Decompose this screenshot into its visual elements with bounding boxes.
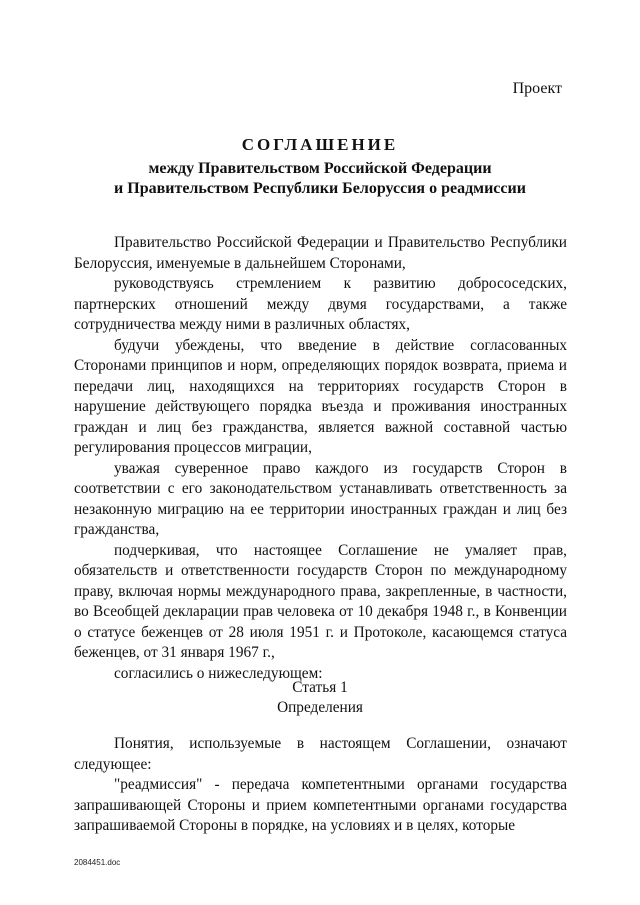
article-heading [0,678,640,718]
subtitle-line-2: и Правительством Республики Белоруссия о реадмиссии [114,180,526,197]
preamble-paragraph: руководствуясь стремлением к развитию добрососедских, партнерских отношений между двумя государствами, а также сотрудничества между ними в различных областях, [74,275,567,333]
document-subtitle [0,159,640,199]
project-mark: Проект [512,80,562,97]
preamble [74,233,567,684]
article-number: Статья 1 [292,679,348,696]
article-paragraph: "реадмиссия" - передача компетентными органами государства запрашивающей Стороны и прием компетентными органами государства запрашиваемой Стороны в порядке, на условиях и в целях, которые [74,776,567,834]
preamble-paragraph: подчеркивая, что настоящее Соглашение не умаляет прав, обязательств и ответственности государств Сторон по международному праву, включая нормы международного права, закрепленные, в частности, во Всеобщей декларации прав человека от 10 декабря 1948 г., в Конвенции о статусе беженцев от 28 июля 1951 г. и Протоколе, касающемся статуса беженцев, от 31 января 1967 г., [74,541,567,661]
article-paragraph: Понятия, используемые в настоящем Соглашении, означают следующее: [74,735,567,773]
preamble-paragraph: будучи убеждены, что введение в действие согласованных Сторонами принципов и норм, определяющих порядок возврата, приема и передачи лиц, находящихся на территориях государств Сторон в нарушение действующего порядка въезда и проживания иностранных граждан и лиц без гражданства, является важной составной частью регулирования процессов миграции, [74,336,567,456]
subtitle-line-1: между Правительством Российской Федерации [148,160,492,177]
preamble-paragraph: Правительство Российской Федерации и Правительство Республики Белоруссия, именуемые в дальнейшем Сторонами, [74,234,567,272]
preamble-paragraph: согласились о нижеследующем: [114,664,323,682]
article-title: Определения [277,699,363,716]
footer-filename: 2084451.doc [74,858,121,867]
preamble-paragraph: уважая суверенное право каждого из государств Сторон в соответствии с его законодательством устанавливать ответственность за незаконную миграцию на ее территории иностранных граждан и лиц без гражданства, [74,459,567,538]
article-body [74,734,567,837]
document-title: СОГЛАШЕНИЕ [241,135,399,154]
